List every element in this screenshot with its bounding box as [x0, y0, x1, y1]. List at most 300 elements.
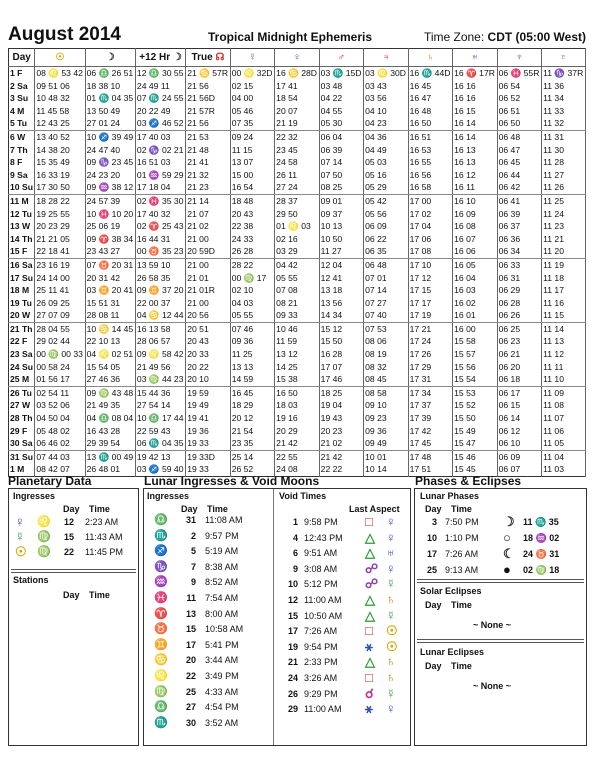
position-cell: 17 26: [408, 348, 452, 361]
position-cell: 11 10: [542, 373, 586, 386]
void-day: 15: [287, 610, 298, 621]
sign-glyph: ♌: [154, 670, 168, 682]
position-cell: 10 ♐ 39 49: [85, 130, 135, 143]
position-cell: 06 52: [497, 92, 541, 105]
day-label: Day: [181, 504, 198, 514]
void-day: 4: [292, 532, 298, 543]
ingress-day: 22: [64, 547, 75, 557]
position-cell: 13 56: [319, 297, 363, 310]
ingress-time: 2:23 AM: [85, 517, 119, 527]
aspect-glyph: △: [365, 654, 375, 670]
void-time: 5:12 PM: [304, 579, 338, 590]
ingress-time: 5:41 PM: [205, 639, 239, 650]
position-cell: 17 12: [408, 272, 452, 285]
position-cell: 12 41: [319, 272, 363, 285]
position-cell: 08 19: [364, 348, 408, 361]
position-cell: 06 18: [497, 373, 541, 386]
position-cell: 13 ♏ 00 49: [85, 450, 135, 463]
position-cell: 24 33: [230, 233, 274, 246]
position-cell: 02 ♈ 25 43: [135, 220, 185, 233]
ingress-day: 27: [185, 702, 196, 713]
ingress-time: 3:44 AM: [205, 655, 239, 666]
position-cell: 25 06 19: [85, 220, 135, 233]
position-cell: 17 40 32: [135, 208, 185, 221]
day-cell: 5 Tu: [9, 117, 35, 130]
sign-glyph: ♎: [154, 701, 168, 714]
planet-glyph: ☿: [386, 685, 396, 701]
position-cell: 09 37: [319, 208, 363, 221]
position-cell: 26 48 01: [85, 463, 135, 476]
void-day: 26: [287, 688, 298, 699]
position-cell: 11 24: [542, 208, 586, 221]
phase-time: 1:10 PM: [445, 533, 479, 543]
position-cell: 04 03: [230, 297, 274, 310]
position-cell: 16 16: [453, 80, 497, 93]
position-cell: 19 33: [186, 463, 230, 476]
position-cell: 17 42: [408, 425, 452, 438]
ephemeris-row: [9, 258, 586, 271]
position-cell: 27 01 24: [85, 117, 135, 130]
position-cell: 08 06: [364, 335, 408, 348]
position-cell: 11 20: [542, 245, 586, 258]
ingress-time: 11:43 AM: [85, 532, 123, 542]
sign-glyph: ♏: [154, 716, 168, 729]
position-cell: 03 43: [364, 80, 408, 93]
position-cell: 13 59 10: [135, 258, 185, 271]
day-label: Day: [63, 504, 80, 514]
position-cell: 11 16: [542, 297, 586, 310]
position-cell: 07 50: [319, 169, 363, 182]
position-cell: 16 10: [453, 194, 497, 207]
position-cell: 18 29: [230, 399, 274, 412]
position-cell: 07 14: [364, 284, 408, 297]
position-cell: 17 15: [408, 284, 452, 297]
position-cell: 22 32: [275, 130, 319, 143]
aspect-glyph: △: [365, 607, 375, 623]
position-cell: 06 31: [497, 272, 541, 285]
ephemeris-row: [9, 92, 586, 105]
ingress-time: 8:38 AM: [205, 561, 239, 572]
position-cell: 21 42: [319, 450, 363, 463]
position-cell: 25 11 41: [35, 284, 85, 297]
position-cell: 08 32: [364, 361, 408, 374]
day-cell: 12 Tu: [9, 208, 35, 221]
position-cell: 11 34: [542, 92, 586, 105]
position-cell: 11 ♑ 37R: [542, 67, 586, 80]
position-cell: 21 32: [186, 169, 230, 182]
position-cell: 13 18: [319, 284, 363, 297]
ingress-time: 7:54 AM: [205, 593, 239, 603]
position-cell: 11 15: [230, 144, 274, 157]
position-cell: 29 02 44: [35, 335, 85, 348]
planet-glyph: ☉: [386, 638, 398, 654]
position-cell: 19 59: [186, 386, 230, 399]
phase-time: 7:50 PM: [445, 517, 479, 527]
position-cell: 21 56: [186, 80, 230, 93]
position-cell: 14 34: [319, 309, 363, 322]
position-cell: 17 29: [408, 361, 452, 374]
ephemeris-row: [9, 425, 586, 438]
position-cell: 15 50: [453, 412, 497, 425]
day-cell: 31 Su: [10, 451, 33, 462]
position-cell: 02 ♓ 35 30: [135, 194, 185, 207]
position-cell: 17 31: [408, 373, 452, 386]
planet-glyph: ☿: [386, 607, 396, 623]
day-cell: 26 Tu: [9, 386, 35, 399]
position-cell: 28 04 55: [35, 322, 85, 335]
ingress-time: 11:45 PM: [85, 547, 123, 557]
void-time: 11:00 AM: [304, 704, 342, 715]
position-cell: 19 49: [186, 399, 230, 412]
position-cell: 21 14: [186, 194, 230, 207]
position-cell: 05 46: [230, 105, 274, 118]
ephemeris-row: [9, 386, 586, 399]
phase-position: 11 ♏ 35: [523, 517, 559, 527]
position-cell: 07 08: [275, 284, 319, 297]
position-cell: 23 45: [275, 144, 319, 157]
position-cell: 19 04: [319, 399, 363, 412]
void-times-label: Void Times: [279, 491, 327, 501]
position-cell: 17 18 04: [135, 181, 185, 194]
sign-glyph: ♐: [154, 545, 168, 558]
position-cell: 20 33: [186, 348, 230, 361]
ingress-time: 10:58 AM: [205, 624, 244, 635]
void-day: 17: [287, 626, 298, 637]
position-cell: 21 54: [230, 425, 274, 438]
day-cell: 8 F: [9, 156, 35, 169]
phase-glyph: ☽: [503, 514, 515, 529]
position-cell: 16 51: [408, 130, 452, 143]
ephemeris-table: [8, 48, 586, 477]
position-cell: 03 ♌ 30D: [364, 67, 408, 80]
position-cell: 20 43: [230, 208, 274, 221]
position-cell: 00 ♍ 00 33: [35, 348, 85, 361]
ingress-day: 2: [190, 530, 196, 541]
day-cell: 17 Su: [10, 272, 33, 283]
position-cell: 24 58: [275, 156, 319, 169]
position-cell: 27 46 36: [85, 373, 135, 386]
position-cell: 11 19: [542, 258, 586, 271]
position-cell: 16 55: [408, 156, 452, 169]
position-cell: 17 02: [408, 208, 452, 221]
position-cell: 00 ♉ 35 23: [135, 245, 185, 258]
planet-glyph: ♀: [386, 529, 396, 545]
position-cell: 10 48 32: [35, 92, 85, 105]
day-cell: 10 Su: [9, 181, 35, 194]
position-cell: 06 37: [497, 220, 541, 233]
position-cell: 11 11: [542, 361, 586, 374]
position-cell: 00 58 24: [35, 361, 85, 374]
position-cell: 11 06: [542, 425, 586, 438]
ephemeris-row: [9, 373, 586, 386]
position-cell: 06 ♏ 04 35: [135, 437, 185, 450]
position-cell: 14 38 20: [35, 144, 85, 157]
ingress-time: 11:08 AM: [205, 515, 243, 525]
position-cell: 05 30: [319, 117, 363, 130]
ingress-day: 17: [185, 639, 196, 650]
position-cell: 16 ♏ 44D: [408, 67, 452, 80]
ephemeris-row: [9, 105, 586, 118]
position-cell: 10 14: [364, 463, 408, 476]
time-label: Time: [89, 590, 110, 600]
position-cell: 06 20: [497, 361, 541, 374]
position-cell: 08 58: [364, 386, 408, 399]
position-cell: 04 23: [364, 117, 408, 130]
position-cell: 10 46: [275, 322, 319, 335]
day-cell: 21 Th: [9, 322, 35, 335]
position-cell: 20 29: [275, 425, 319, 438]
position-cell: 15 12: [319, 322, 363, 335]
position-cell: 17 39: [408, 412, 452, 425]
aspect-glyph: ⚹: [365, 701, 373, 717]
void-time: 12:43 PM: [304, 532, 343, 543]
position-cell: 16 04: [453, 272, 497, 285]
position-cell: 00 ♌ 32D: [230, 67, 274, 80]
ingress-day: 13: [185, 608, 196, 619]
position-cell: 11 36: [542, 80, 586, 93]
position-cell: 16 00: [453, 322, 497, 335]
ephemeris-row: [9, 220, 586, 233]
position-cell: 16 48: [408, 105, 452, 118]
position-cell: 11 26: [542, 181, 586, 194]
day-cell: 11 M: [9, 194, 35, 207]
day-cell: 24 Su: [10, 361, 33, 372]
aspect-glyph: ☍: [365, 560, 379, 576]
position-cell: 00 ♍ 17: [230, 272, 274, 285]
position-cell: 11 17: [542, 284, 586, 297]
position-cell: 11 05: [542, 437, 586, 450]
position-cell: 16 50: [275, 386, 319, 399]
position-cell: 15 35 49: [35, 156, 85, 169]
position-cell: 06 34: [497, 245, 541, 258]
position-cell: 22 38: [230, 220, 274, 233]
position-cell: 09 ♈ 38 34: [85, 233, 135, 246]
phase-day: 25: [426, 565, 437, 575]
position-cell: 11 15: [542, 309, 586, 322]
lunar-none: ~ None ~: [473, 681, 512, 691]
solar-none: ~ None ~: [473, 620, 512, 630]
planetary-data-title: Planetary Data: [8, 474, 92, 488]
position-cell: 18 03: [275, 399, 319, 412]
position-cell: 15 58: [453, 335, 497, 348]
sign-glyph: ♌: [37, 516, 51, 528]
position-cell: 16 16: [453, 92, 497, 105]
position-cell: 16 01: [453, 309, 497, 322]
day-cell: 6 W: [9, 130, 35, 143]
position-cell: 25 14: [230, 450, 274, 463]
planet-glyph: ☉: [386, 623, 398, 639]
position-cell: 16 12: [453, 169, 497, 182]
planet-glyph: ♀: [15, 514, 25, 529]
position-cell: 19 43: [319, 412, 363, 425]
day-cell: 1 M: [9, 463, 35, 476]
position-cell: 24 08: [275, 463, 319, 476]
ephemeris-row: [9, 437, 586, 450]
ephemeris-row: [9, 80, 586, 93]
position-cell: 23 43 27: [85, 245, 135, 258]
position-cell: 04 36: [364, 130, 408, 143]
position-cell: 16 13: [453, 144, 497, 157]
position-cell: 12 ♎ 30 55: [135, 67, 185, 80]
position-cell: 21 00: [186, 258, 230, 271]
column-header: ☿: [230, 49, 274, 67]
position-cell: 17 00: [408, 194, 452, 207]
position-cell: 11 30: [542, 144, 586, 157]
position-cell: 15 56: [453, 361, 497, 374]
position-cell: 15 54: [453, 373, 497, 386]
time-label: Time: [451, 600, 472, 610]
planet-glyph: ♅: [386, 545, 396, 561]
position-cell: 16 13 58: [135, 322, 185, 335]
position-cell: 28 06 57: [135, 335, 185, 348]
position-cell: 28 08 11: [85, 309, 135, 322]
position-cell: 11 59: [275, 335, 319, 348]
position-cell: 16 47: [408, 92, 452, 105]
position-cell: 16 15: [453, 105, 497, 118]
sign-glyph: ♍: [37, 546, 51, 558]
position-cell: 16 ♈ 17R: [453, 67, 497, 80]
planet-glyph: ♄: [386, 592, 396, 607]
position-cell: 06 47: [497, 144, 541, 157]
ingress-time: 3:52 AM: [205, 717, 239, 728]
position-cell: 06 10: [497, 437, 541, 450]
ingress-day: 15: [185, 624, 196, 635]
position-cell: 14 25: [275, 361, 319, 374]
position-cell: 19 41: [186, 412, 230, 425]
position-cell: 04 ♎ 08 04: [85, 412, 135, 425]
position-cell: 22 59 43: [135, 425, 185, 438]
position-cell: 23 35: [230, 437, 274, 450]
planet-glyph: ♄: [386, 654, 396, 670]
position-cell: 02 15: [230, 80, 274, 93]
position-cell: 16 11: [453, 181, 497, 194]
ephemeris-row: [9, 245, 586, 258]
ephemeris-row: [9, 169, 586, 182]
day-cell: 30 Sa: [9, 437, 35, 450]
position-cell: 08 45: [364, 373, 408, 386]
position-cell: 04 49: [364, 144, 408, 157]
day-cell: 14 Th: [9, 233, 35, 246]
position-cell: 20 51: [186, 322, 230, 335]
sign-glyph: ♊: [154, 638, 168, 651]
planetary-data-box: [8, 488, 139, 746]
position-cell: 21 19: [275, 117, 319, 130]
column-header: ♇: [542, 49, 586, 67]
position-cell: 21 01: [186, 272, 230, 285]
position-cell: 11 32: [542, 117, 586, 130]
position-cell: 17 24: [408, 335, 452, 348]
planet-glyph: ☿: [15, 529, 25, 544]
position-cell: 07 ♏ 24 55: [135, 92, 185, 105]
position-cell: 12 43 25: [35, 117, 85, 130]
position-cell: 06 42: [497, 181, 541, 194]
ingress-day: 9: [190, 577, 196, 588]
phase-glyph: ●: [503, 562, 511, 577]
position-cell: 16 07: [453, 233, 497, 246]
position-cell: 09 33: [275, 309, 319, 322]
phase-position: 18 ♒ 02: [523, 533, 560, 543]
last-aspect-label: Last Aspect: [349, 504, 400, 514]
position-cell: 17 17: [408, 297, 452, 310]
position-cell: 28 37: [275, 194, 319, 207]
position-cell: 17 21: [408, 322, 452, 335]
position-cell: 20 56: [186, 309, 230, 322]
page-header: [8, 24, 586, 46]
day-cell: 3 Su: [9, 92, 35, 105]
ingress-day: 15: [64, 532, 75, 542]
position-cell: 26 28: [230, 245, 274, 258]
position-cell: 22 22: [319, 463, 363, 476]
position-cell: 29 39 54: [85, 437, 135, 450]
lunar-title: Lunar Ingresses & Void Moons: [144, 474, 320, 488]
position-cell: 17 46: [319, 373, 363, 386]
position-cell: 04 ♋ 12 44: [135, 309, 185, 322]
position-cell: 19 33: [186, 437, 230, 450]
column-header: ☽: [85, 49, 135, 67]
position-cell: 19 33D: [186, 450, 230, 463]
position-cell: 11 12: [542, 348, 586, 361]
position-cell: 21 07: [186, 208, 230, 221]
position-cell: 09 49: [364, 437, 408, 450]
position-cell: 09 ♑ 23 45: [85, 156, 135, 169]
aspect-glyph: □: [365, 623, 373, 639]
aspect-glyph: △: [365, 545, 375, 561]
position-cell: 01 ♒ 59 29: [135, 169, 185, 182]
position-cell: 17 48: [408, 450, 452, 463]
planet-glyph: ♄: [386, 670, 396, 685]
position-cell: 11 07: [542, 412, 586, 425]
void-day: 19: [287, 641, 298, 652]
planet-glyph: ☿: [386, 576, 396, 592]
phase-glyph: ○: [503, 530, 511, 545]
position-cell: 18 38 10: [85, 80, 135, 93]
position-cell: 08 ♌ 53 42: [35, 67, 85, 80]
phase-glyph: ☾: [503, 546, 515, 561]
position-cell: 16 45: [408, 80, 452, 93]
position-cell: 06 35: [364, 245, 408, 258]
void-time: 7:26 AM: [304, 626, 338, 637]
position-cell: 11 25: [230, 348, 274, 361]
position-cell: 09 ♌ 58 42: [135, 348, 185, 361]
position-cell: 16 43 28: [85, 425, 135, 438]
position-cell: 06 14: [497, 412, 541, 425]
phases-title: Phases & Eclipses: [415, 474, 522, 488]
position-cell: 06 09: [364, 220, 408, 233]
position-cell: 11 18: [542, 272, 586, 285]
position-cell: 24 47 40: [85, 144, 135, 157]
aspect-glyph: △: [365, 529, 375, 545]
ephemeris-row: [9, 194, 586, 207]
day-cell: 9 Sa: [9, 169, 35, 182]
position-cell: 10 13: [319, 220, 363, 233]
column-header: ♆: [497, 49, 541, 67]
position-cell: 15 53: [453, 386, 497, 399]
ingress-day: 31: [185, 515, 196, 525]
position-cell: 17 06: [408, 233, 452, 246]
sign-glyph: ♓: [154, 592, 168, 604]
ingress-time: 9:57 PM: [205, 530, 239, 541]
position-cell: 21 00: [186, 297, 230, 310]
time-zone: Time Zone: CDT (05:00 West): [423, 30, 586, 44]
position-cell: 13 12: [275, 348, 319, 361]
position-cell: 04 55: [319, 105, 363, 118]
void-time: 9:51 AM: [304, 548, 338, 559]
aspect-glyph: ⚹: [365, 638, 373, 654]
position-cell: 06 54: [497, 80, 541, 93]
position-cell: 03 ♍ 44 23: [135, 373, 185, 386]
position-cell: 22 00 37: [135, 297, 185, 310]
position-cell: 06 48: [364, 258, 408, 271]
